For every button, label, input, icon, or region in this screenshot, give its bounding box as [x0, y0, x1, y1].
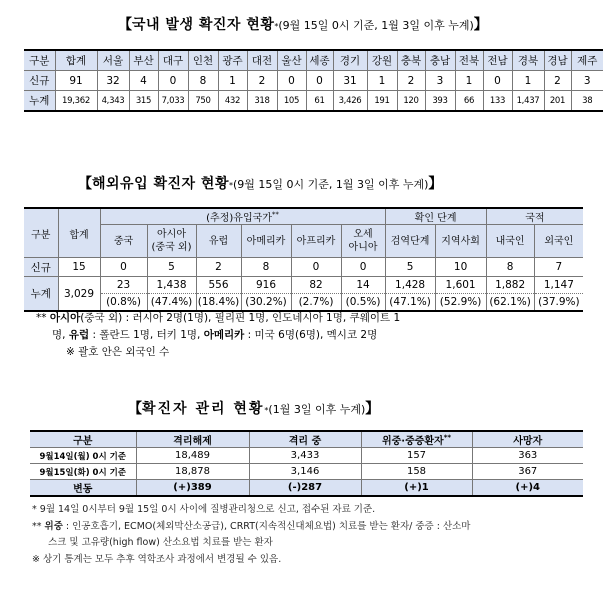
table-cell: 8	[241, 258, 291, 277]
header-cell: 충남	[425, 50, 455, 71]
table-cell: 750	[188, 91, 218, 112]
header-line: 아시아	[157, 229, 186, 240]
header-cell: 사망자	[472, 431, 583, 448]
management-row-sep15	[30, 464, 583, 480]
header-group-estimated-star: **	[271, 210, 279, 219]
table-cell: 4	[129, 71, 158, 91]
table-cell: 66	[455, 91, 483, 112]
bracket-close: 】	[473, 17, 488, 33]
note-text: (중국 외) : 러시아 2명(1명), 필리핀 1명, 인도네시아 1명, 쿠웨이트 1	[80, 312, 401, 324]
table-cell: (+)1	[361, 480, 472, 497]
row-label: 누계	[24, 91, 55, 112]
header-cell	[435, 225, 486, 258]
bracket-open: 【	[128, 401, 142, 417]
table-cell: 105	[277, 91, 306, 112]
header-cell: 격리 중	[249, 431, 361, 448]
table-cell: 8	[188, 71, 218, 91]
table-cell: 157	[361, 448, 472, 464]
header-cell: 구분	[30, 431, 136, 448]
table-cell: (+)389	[136, 480, 249, 497]
footnote-prefix: **	[32, 521, 45, 532]
table-cell: 91	[55, 71, 97, 91]
table-cell: 38	[571, 91, 603, 112]
table-cell: 7,033	[158, 91, 188, 112]
header-cell: 구분	[24, 208, 58, 258]
row-label: 9월14일(월) 0시 기준	[30, 448, 136, 464]
header-cell: 강원	[367, 50, 397, 71]
note-text: : 폴란드 1명, 터키 1명,	[89, 329, 204, 341]
table-cell: 15	[58, 258, 100, 277]
header-cell	[196, 225, 241, 258]
imported-pct-row	[24, 294, 583, 312]
header-line: 오세	[353, 229, 373, 240]
table-cell: 1	[455, 71, 483, 91]
table-cell: 2	[397, 71, 425, 91]
note-text: 명,	[52, 329, 69, 341]
imported-header-row-2	[24, 225, 583, 258]
footnote-2	[32, 518, 470, 532]
table-cell: 8	[486, 258, 534, 277]
management-subtitle: (1월 3일 이후 누계)	[268, 403, 366, 416]
table-cell: (62.1%)	[486, 294, 534, 312]
note-europe-america	[52, 327, 377, 342]
table-cell: 3,146	[249, 464, 361, 480]
header-cell: 충북	[397, 50, 425, 71]
header-cell	[147, 225, 196, 258]
table-cell: 18,878	[136, 464, 249, 480]
footnote-1: * 9월 14일 0시부터 9월 15일 0시 사이에 질병관리청으로 신고, 접수된 자료 기준.	[32, 504, 376, 515]
note-bold: 아시아	[49, 312, 81, 324]
table-cell: 1	[218, 71, 247, 91]
table-cell: 158	[361, 464, 472, 480]
table-cell: 315	[129, 91, 158, 112]
header-cell	[241, 225, 291, 258]
header-cell: 광주	[218, 50, 247, 71]
header-cell	[291, 225, 341, 258]
header-cell	[341, 225, 385, 258]
table-cell: (30.2%)	[241, 294, 291, 312]
footnote-4: ※ 상기 통계는 모두 추후 역학조사 과정에서 변경될 수 있음.	[32, 554, 282, 565]
domestic-header-row	[24, 50, 603, 71]
header-cell: 대전	[247, 50, 277, 71]
note-bold: 유럽	[68, 329, 90, 341]
imported-title	[78, 173, 442, 193]
table-cell: (-)287	[249, 480, 361, 497]
table-cell: (+)4	[472, 480, 583, 497]
table-cell: (37.9%)	[534, 294, 583, 312]
management-title-star: *	[264, 406, 269, 415]
table-cell: 31	[333, 71, 367, 91]
header-cell	[361, 431, 472, 448]
table-cell: 1,601	[435, 277, 486, 294]
table-cell: 3,433	[249, 448, 361, 464]
management-title-text: 확진자 관리 현황	[142, 401, 265, 417]
domestic-table	[24, 49, 603, 112]
note-foreigner: ※ 괄호 안은 외국인 수	[66, 346, 170, 358]
table-cell: 3,426	[333, 91, 367, 112]
table-cell: 82	[291, 277, 341, 294]
imported-table	[24, 207, 583, 312]
header-line: (중국 외)	[151, 242, 192, 253]
table-cell: 0	[341, 258, 385, 277]
domestic-title-star: *	[274, 22, 279, 31]
table-cell: 3	[571, 71, 603, 91]
table-cell: 367	[472, 464, 583, 480]
table-cell: 1,882	[486, 277, 534, 294]
header-line: 유럽	[208, 235, 229, 247]
header-cell: 대구	[158, 50, 188, 71]
table-cell: 1	[367, 71, 397, 91]
table-cell: 133	[483, 91, 512, 112]
header-line: 중국	[113, 235, 134, 247]
domestic-new-row	[24, 71, 603, 91]
header-group-estimated-label: (추정)유입국가	[206, 213, 272, 224]
header-cell: 세종	[306, 50, 333, 71]
bracket-open: 【	[118, 17, 132, 33]
table-cell: 318	[247, 91, 277, 112]
imported-cum-row	[24, 277, 583, 294]
header-cell: 인천	[188, 50, 218, 71]
table-cell: 0	[483, 71, 512, 91]
header-cell: 울산	[277, 50, 306, 71]
header-line: 지역사회	[441, 235, 480, 247]
table-cell: 0	[291, 258, 341, 277]
table-cell: 32	[97, 71, 129, 91]
table-cell: 0	[158, 71, 188, 91]
header-group-estimated	[100, 208, 385, 225]
table-cell: 916	[241, 277, 291, 294]
header-cell: 구분	[24, 50, 55, 71]
table-cell: (2.7%)	[291, 294, 341, 312]
row-label: 신규	[24, 258, 58, 277]
header-cell: 격리해제	[136, 431, 249, 448]
header-cell: 합계	[58, 208, 100, 258]
header-group-nation: 국적	[486, 208, 583, 225]
table-cell: 10	[435, 258, 486, 277]
header-cell: 경북	[512, 50, 544, 71]
row-label: 신규	[24, 71, 55, 91]
domestic-subtitle: (9월 15일 0시 기준, 1월 3일 이후 누계)	[278, 19, 474, 32]
header-cell: 경기	[333, 50, 367, 71]
management-title	[128, 398, 379, 418]
header-cell: 전남	[483, 50, 512, 71]
row-label: 9월15일(화) 0시 기준	[30, 464, 136, 480]
imported-new-row	[24, 258, 583, 277]
footnote-text: : 인공호흡기, ECMO(체외막산소공급), CRRT(지속적신대체요법) 치료를 받는 환자/ 중증 : 산소마	[62, 521, 471, 532]
bracket-open: 【	[78, 176, 92, 192]
header-cell: 전북	[455, 50, 483, 71]
imported-subtitle: (9월 15일 0시 기준, 1월 3일 이후 누계)	[232, 178, 429, 191]
header-cell	[385, 225, 435, 258]
note-asia	[36, 310, 400, 325]
footnote-3: 스크 및 고유량(high flow) 산소요법 치료를 받는 환자	[48, 537, 273, 548]
row-label: 누계	[24, 277, 58, 312]
table-cell: 0	[277, 71, 306, 91]
header-cell: 서울	[97, 50, 129, 71]
bracket-close: 】	[365, 401, 380, 417]
table-cell: 23	[100, 277, 147, 294]
header-cell: 경남	[544, 50, 571, 71]
imported-header-row-1	[24, 208, 583, 225]
table-cell: 61	[306, 91, 333, 112]
table-cell: 1	[512, 71, 544, 91]
table-cell: 1,428	[385, 277, 435, 294]
table-cell: 19,362	[55, 91, 97, 112]
table-cell: 0	[306, 71, 333, 91]
row-label: 변동	[30, 480, 136, 497]
table-cell: 191	[367, 91, 397, 112]
domestic-cum-row	[24, 91, 603, 112]
table-cell: 363	[472, 448, 583, 464]
header-line: 아메리카	[246, 235, 286, 247]
table-cell: 14	[341, 277, 385, 294]
header-label: 위중·중증환자	[381, 436, 444, 447]
table-cell: 1,438	[147, 277, 196, 294]
imported-title-star: *	[228, 181, 233, 190]
header-group-confirm: 확인 단계	[385, 208, 486, 225]
table-cell: (0.8%)	[100, 294, 147, 312]
table-cell: 2	[544, 71, 571, 91]
header-cell: 부산	[129, 50, 158, 71]
header-line: 아프리카	[296, 235, 336, 247]
table-cell: 3,029	[58, 277, 100, 312]
header-cell	[534, 225, 583, 258]
table-cell: 556	[196, 277, 241, 294]
header-star: **	[443, 433, 452, 442]
note-prefix: **	[36, 312, 50, 324]
table-cell: 5	[385, 258, 435, 277]
header-line: 외국인	[544, 235, 574, 247]
imported-title-text: 해외유입 확진자 현황	[92, 176, 229, 192]
management-row-sep14	[30, 448, 583, 464]
footnote-bold: 위중	[44, 521, 63, 532]
table-cell: (18.4%)	[196, 294, 241, 312]
table-cell: 18,489	[136, 448, 249, 464]
table-cell: 5	[147, 258, 196, 277]
table-cell: 1,147	[534, 277, 583, 294]
table-cell: (52.9%)	[435, 294, 486, 312]
table-cell: 201	[544, 91, 571, 112]
bracket-close: 】	[428, 176, 443, 192]
table-cell: 0	[100, 258, 147, 277]
management-header-row	[30, 431, 583, 448]
note-bold: 아메리카	[203, 329, 245, 341]
table-cell: (47.1%)	[385, 294, 435, 312]
table-cell: 3	[425, 71, 455, 91]
header-cell: 합계	[55, 50, 97, 71]
table-cell: 2	[196, 258, 241, 277]
header-line: 내국인	[495, 235, 525, 247]
table-cell: 2	[247, 71, 277, 91]
table-cell: 120	[397, 91, 425, 112]
table-cell: 7	[534, 258, 583, 277]
header-line: 아니아	[348, 242, 378, 253]
note-text: : 미국 6명(6명), 멕시코 2명	[244, 329, 378, 341]
table-cell: (0.5%)	[341, 294, 385, 312]
table-cell: 1,437	[512, 91, 544, 112]
table-cell: 393	[425, 91, 455, 112]
table-cell: 432	[218, 91, 247, 112]
header-cell: 제주	[571, 50, 603, 71]
management-table	[30, 430, 583, 497]
domestic-title-text: 국내 발생 확진자 현황	[132, 17, 275, 33]
header-cell	[486, 225, 534, 258]
header-line: 검역단계	[390, 235, 430, 247]
table-cell: (47.4%)	[147, 294, 196, 312]
table-cell: 4,343	[97, 91, 129, 112]
header-cell	[100, 225, 147, 258]
management-change-row	[30, 480, 583, 497]
domestic-title	[118, 14, 488, 34]
